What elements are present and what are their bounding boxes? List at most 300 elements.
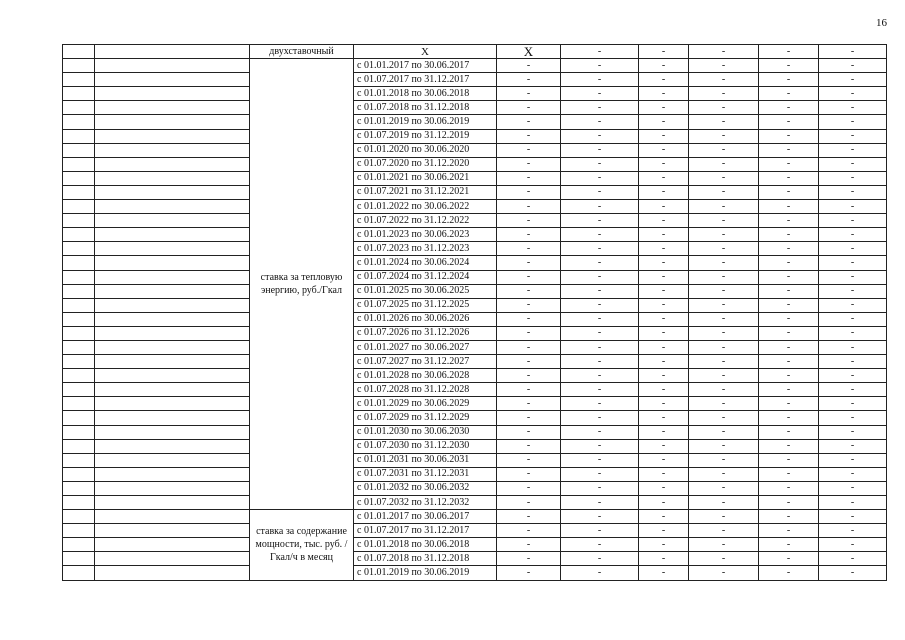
period-cell: с 01.01.2020 по 30.06.2020 <box>354 143 497 157</box>
table-row <box>63 552 887 566</box>
dash-cell: - <box>497 270 561 284</box>
period-cell: с 01.01.2026 по 30.06.2026 <box>354 312 497 326</box>
dash-cell: - <box>639 73 689 87</box>
dash-cell: - <box>497 510 561 524</box>
dash-cell: - <box>759 524 819 538</box>
cell-name <box>95 129 250 143</box>
table-row <box>63 538 887 552</box>
cell-num <box>63 200 95 214</box>
cell-name <box>95 115 250 129</box>
dash-cell: - <box>497 157 561 171</box>
dash-cell: - <box>497 369 561 383</box>
period-cell: с 01.01.2024 по 30.06.2024 <box>354 256 497 270</box>
dash-cell: - <box>561 129 639 143</box>
period-cell: с 01.01.2023 по 30.06.2023 <box>354 228 497 242</box>
dash-cell: - <box>819 397 887 411</box>
dash-cell: - <box>497 87 561 101</box>
cell-num <box>63 355 95 369</box>
dash-cell: - <box>689 256 759 270</box>
dash-cell: - <box>561 496 639 510</box>
dash-cell: - <box>561 284 639 298</box>
cell-name <box>95 214 250 228</box>
dash-cell: - <box>639 524 689 538</box>
dash-cell: - <box>689 496 759 510</box>
table-row <box>63 171 887 185</box>
dash-cell: - <box>819 496 887 510</box>
cell-num <box>63 87 95 101</box>
cell-name <box>95 312 250 326</box>
dash-cell: - <box>819 312 887 326</box>
dash-cell: - <box>819 171 887 185</box>
dash-cell: - <box>689 185 759 199</box>
table-row <box>63 284 887 298</box>
dash-cell: - <box>497 171 561 185</box>
table-row <box>63 157 887 171</box>
dash-cell: - <box>689 524 759 538</box>
dash-cell: - <box>639 538 689 552</box>
table-row <box>63 59 887 73</box>
table-body <box>63 45 887 581</box>
x-mark: Х <box>497 45 561 59</box>
period-cell: с 01.07.2017 по 31.12.2017 <box>354 73 497 87</box>
dash-cell: - <box>639 129 689 143</box>
dash-cell: - <box>639 481 689 495</box>
cell-name <box>95 383 250 397</box>
dash-cell: - <box>561 59 639 73</box>
dash-cell: - <box>639 101 689 115</box>
table-row <box>63 143 887 157</box>
cell-num <box>63 510 95 524</box>
dash-cell: - <box>561 157 639 171</box>
table-row <box>63 355 887 369</box>
period-cell: с 01.01.2018 по 30.06.2018 <box>354 87 497 101</box>
dash-cell: - <box>819 129 887 143</box>
dash-cell: - <box>689 397 759 411</box>
dash-cell: - <box>819 566 887 580</box>
dash-cell: - <box>759 73 819 87</box>
cell-num <box>63 481 95 495</box>
dash-cell: - <box>497 383 561 397</box>
table-row <box>63 214 887 228</box>
cell-num <box>63 242 95 256</box>
dash-cell: - <box>639 552 689 566</box>
dash-cell: - <box>561 355 639 369</box>
dash-cell: - <box>497 439 561 453</box>
dash-cell: - <box>819 115 887 129</box>
dash-cell: - <box>639 256 689 270</box>
dash-cell: - <box>759 340 819 354</box>
table-row <box>63 340 887 354</box>
dash-cell: - <box>639 214 689 228</box>
dash-cell: - <box>819 256 887 270</box>
cell-name <box>95 200 250 214</box>
period-cell: с 01.07.2028 по 31.12.2028 <box>354 383 497 397</box>
dash-cell: - <box>819 340 887 354</box>
dash-cell: - <box>689 566 759 580</box>
dash-cell: - <box>497 129 561 143</box>
period-cell: с 01.07.2031 по 31.12.2031 <box>354 467 497 481</box>
dash-cell: - <box>497 340 561 354</box>
cell-name <box>95 411 250 425</box>
period-cell: с 01.01.2031 по 30.06.2031 <box>354 453 497 467</box>
dash-cell: - <box>561 200 639 214</box>
dash-cell: - <box>639 270 689 284</box>
dash-cell: - <box>561 185 639 199</box>
cell-name <box>95 284 250 298</box>
cell-name <box>95 524 250 538</box>
dash-cell: - <box>689 284 759 298</box>
cell-name <box>95 242 250 256</box>
dash-cell: - <box>561 270 639 284</box>
cell-num <box>63 453 95 467</box>
dash-cell: - <box>689 467 759 481</box>
cell-name <box>95 552 250 566</box>
period-cell: с 01.07.2030 по 31.12.2030 <box>354 439 497 453</box>
dash-cell: - <box>759 425 819 439</box>
dash-cell: - <box>759 143 819 157</box>
cell-num <box>63 284 95 298</box>
cell-num <box>63 214 95 228</box>
dash-cell: - <box>639 467 689 481</box>
cell-num <box>63 73 95 87</box>
dash-cell: - <box>639 59 689 73</box>
cell-name <box>95 355 250 369</box>
type-label: двухставочный <box>250 45 354 59</box>
dash-cell: - <box>561 369 639 383</box>
dash-cell: - <box>819 270 887 284</box>
dash-cell: - <box>689 129 759 143</box>
dash-cell: - <box>819 228 887 242</box>
table-row <box>63 496 887 510</box>
period-cell: с 01.01.2032 по 30.06.2032 <box>354 481 497 495</box>
dash-cell: - <box>689 157 759 171</box>
cell-num <box>63 369 95 383</box>
dash-cell: - <box>689 101 759 115</box>
table-row <box>63 115 887 129</box>
dash-cell: - <box>497 73 561 87</box>
table-row <box>63 228 887 242</box>
table-row <box>63 411 887 425</box>
dash-cell: - <box>759 312 819 326</box>
table-row <box>63 73 887 87</box>
dash-cell: - <box>639 496 689 510</box>
period-cell: с 01.01.2027 по 30.06.2027 <box>354 340 497 354</box>
cell-name <box>95 73 250 87</box>
dash-cell: - <box>497 101 561 115</box>
table-row <box>63 481 887 495</box>
dash-cell: - <box>689 73 759 87</box>
dash-cell: - <box>561 439 639 453</box>
dash-cell: - <box>689 59 759 73</box>
cell-name <box>95 340 250 354</box>
cell-name <box>95 566 250 580</box>
period-cell: с 01.07.2026 по 31.12.2026 <box>354 326 497 340</box>
dash-cell: - <box>689 538 759 552</box>
period-cell: с 01.01.2022 по 30.06.2022 <box>354 200 497 214</box>
period-cell: с 01.01.2025 по 30.06.2025 <box>354 284 497 298</box>
dash-cell: - <box>689 214 759 228</box>
dash-cell: - <box>497 312 561 326</box>
cell-name <box>95 45 250 59</box>
dash-cell: - <box>561 453 639 467</box>
dash-cell: - <box>639 242 689 256</box>
dash-cell: - <box>561 115 639 129</box>
table-row <box>63 467 887 481</box>
cell-name <box>95 101 250 115</box>
dash-cell: - <box>639 298 689 312</box>
cell-num <box>63 101 95 115</box>
rate-label: ставка за тепловую энергию, руб./Гкал <box>250 59 354 510</box>
cell-num <box>63 326 95 340</box>
dash-cell: - <box>819 439 887 453</box>
dash-cell: - <box>759 242 819 256</box>
dash-cell: - <box>497 467 561 481</box>
cell-name <box>95 481 250 495</box>
dash-cell: - <box>639 157 689 171</box>
period-cell: с 01.07.2024 по 31.12.2024 <box>354 270 497 284</box>
dash-cell: - <box>759 355 819 369</box>
dash-cell: - <box>497 552 561 566</box>
dash-cell: - <box>819 453 887 467</box>
dash-cell: - <box>497 242 561 256</box>
table-row <box>63 326 887 340</box>
period-cell: с 01.01.2017 по 30.06.2017 <box>354 510 497 524</box>
dash-cell: - <box>759 411 819 425</box>
dash-cell: - <box>639 185 689 199</box>
dash-cell: - <box>819 524 887 538</box>
cell-num <box>63 45 95 59</box>
dash-cell: - <box>639 397 689 411</box>
dash-cell: - <box>759 453 819 467</box>
dash-cell: - <box>689 87 759 101</box>
dash-cell: - <box>689 481 759 495</box>
dash-cell: - <box>497 284 561 298</box>
dash-cell: - <box>561 242 639 256</box>
x-mark: Х <box>354 45 497 59</box>
dash-cell: - <box>819 411 887 425</box>
dash-cell: - <box>759 481 819 495</box>
dash-cell: - <box>689 242 759 256</box>
dash-cell: - <box>689 439 759 453</box>
dash-cell: - <box>759 467 819 481</box>
cell-name <box>95 369 250 383</box>
table-row <box>63 397 887 411</box>
dash-cell: - <box>689 383 759 397</box>
dash-cell: - <box>639 340 689 354</box>
period-cell: с 01.07.2017 по 31.12.2017 <box>354 524 497 538</box>
period-cell: с 01.01.2029 по 30.06.2029 <box>354 397 497 411</box>
dash-cell: - <box>639 228 689 242</box>
dash-cell: - <box>689 115 759 129</box>
period-cell: с 01.01.2017 по 30.06.2017 <box>354 59 497 73</box>
dash-cell: - <box>689 355 759 369</box>
dash-cell: - <box>759 157 819 171</box>
dash-cell: - <box>819 552 887 566</box>
cell-num <box>63 157 95 171</box>
dash-cell: - <box>759 115 819 129</box>
dash-cell: - <box>497 214 561 228</box>
dash-cell: - <box>497 538 561 552</box>
dash-cell: - <box>689 270 759 284</box>
dash-cell: - <box>561 298 639 312</box>
dash-cell: - <box>561 73 639 87</box>
cell-name <box>95 185 250 199</box>
dash-cell: - <box>639 326 689 340</box>
dash-cell: - <box>639 171 689 185</box>
dash-cell: - <box>497 256 561 270</box>
table-row <box>63 87 887 101</box>
dash-cell: - <box>759 101 819 115</box>
dash-cell: - <box>639 143 689 157</box>
dash-cell: - <box>639 566 689 580</box>
dash-cell: - <box>561 510 639 524</box>
dash-cell: - <box>561 228 639 242</box>
dash-cell: - <box>561 256 639 270</box>
dash-cell: - <box>561 538 639 552</box>
cell-num <box>63 256 95 270</box>
table-row <box>63 298 887 312</box>
dash-cell: - <box>497 59 561 73</box>
dash-cell: - <box>639 439 689 453</box>
cell-num <box>63 383 95 397</box>
period-cell: с 01.01.2019 по 30.06.2019 <box>354 566 497 580</box>
cell-num <box>63 129 95 143</box>
table-row <box>63 510 887 524</box>
dash-cell: - <box>759 298 819 312</box>
cell-num <box>63 397 95 411</box>
period-cell: с 01.07.2027 по 31.12.2027 <box>354 355 497 369</box>
table-row <box>63 383 887 397</box>
cell-name <box>95 270 250 284</box>
period-cell: с 01.07.2021 по 31.12.2021 <box>354 185 497 199</box>
dash-cell: - <box>759 185 819 199</box>
dash-cell: - <box>759 270 819 284</box>
cell-name <box>95 538 250 552</box>
dash-cell: - <box>689 312 759 326</box>
dash-cell: - <box>759 439 819 453</box>
dash-cell: - <box>689 298 759 312</box>
table-row <box>63 439 887 453</box>
dash-cell: - <box>561 425 639 439</box>
dash-cell: - <box>561 481 639 495</box>
dash-cell: - <box>759 369 819 383</box>
period-cell: с 01.07.2020 по 31.12.2020 <box>354 157 497 171</box>
dash-cell: - <box>759 496 819 510</box>
table-row <box>63 242 887 256</box>
dash-cell: - <box>561 171 639 185</box>
dash-cell: - <box>759 397 819 411</box>
dash-cell: - <box>561 87 639 101</box>
dash-cell: - <box>639 383 689 397</box>
table-row <box>63 185 887 199</box>
period-cell: с 01.07.2018 по 31.12.2018 <box>354 552 497 566</box>
cell-name <box>95 510 250 524</box>
dash-cell: - <box>497 355 561 369</box>
dash-cell: - <box>497 481 561 495</box>
dash-cell: - <box>497 326 561 340</box>
dash-cell: - <box>561 45 639 59</box>
cell-num <box>63 552 95 566</box>
dash-cell: - <box>819 87 887 101</box>
dash-cell: - <box>759 383 819 397</box>
dash-cell: - <box>819 355 887 369</box>
dash-cell: - <box>497 185 561 199</box>
cell-num <box>63 425 95 439</box>
cell-num <box>63 312 95 326</box>
dash-cell: - <box>759 87 819 101</box>
dash-cell: - <box>561 340 639 354</box>
cell-name <box>95 453 250 467</box>
dash-cell: - <box>819 383 887 397</box>
dash-cell: - <box>819 143 887 157</box>
dash-cell: - <box>819 200 887 214</box>
dash-cell: - <box>819 284 887 298</box>
dash-cell: - <box>497 200 561 214</box>
page-number: 16 <box>876 17 887 29</box>
dash-cell: - <box>561 214 639 228</box>
cell-name <box>95 143 250 157</box>
rate-label: ставка за содержание мощности, тыс. руб. /Гкал/ч в месяц <box>250 510 354 580</box>
dash-cell: - <box>819 59 887 73</box>
dash-cell: - <box>639 425 689 439</box>
cell-num <box>63 496 95 510</box>
dash-cell: - <box>561 411 639 425</box>
dash-cell: - <box>639 369 689 383</box>
dash-cell: - <box>639 284 689 298</box>
cell-name <box>95 256 250 270</box>
cell-name <box>95 87 250 101</box>
cell-name <box>95 171 250 185</box>
period-cell: с 01.07.2022 по 31.12.2022 <box>354 214 497 228</box>
dash-cell: - <box>689 143 759 157</box>
cell-num <box>63 228 95 242</box>
dash-cell: - <box>561 524 639 538</box>
cell-num <box>63 340 95 354</box>
dash-cell: - <box>639 312 689 326</box>
table-row <box>63 312 887 326</box>
dash-cell: - <box>759 200 819 214</box>
dash-cell: - <box>689 326 759 340</box>
cell-name <box>95 496 250 510</box>
dash-cell: - <box>819 467 887 481</box>
table-row <box>63 200 887 214</box>
period-cell: с 01.07.2018 по 31.12.2018 <box>354 101 497 115</box>
dash-cell: - <box>759 538 819 552</box>
cell-name <box>95 439 250 453</box>
dash-cell: - <box>819 101 887 115</box>
period-cell: с 01.01.2030 по 30.06.2030 <box>354 425 497 439</box>
cell-name <box>95 59 250 73</box>
dash-cell: - <box>689 369 759 383</box>
dash-cell: - <box>819 326 887 340</box>
dash-cell: - <box>639 45 689 59</box>
cell-num <box>63 566 95 580</box>
dash-cell: - <box>759 284 819 298</box>
header-row <box>63 45 887 59</box>
dash-cell: - <box>497 298 561 312</box>
dash-cell: - <box>689 45 759 59</box>
dash-cell: - <box>689 453 759 467</box>
dash-cell: - <box>759 45 819 59</box>
table-row <box>63 270 887 284</box>
period-cell: с 01.01.2028 по 30.06.2028 <box>354 369 497 383</box>
cell-num <box>63 270 95 284</box>
dash-cell: - <box>561 552 639 566</box>
table-row <box>63 101 887 115</box>
dash-cell: - <box>639 411 689 425</box>
dash-cell: - <box>497 566 561 580</box>
dash-cell: - <box>689 552 759 566</box>
